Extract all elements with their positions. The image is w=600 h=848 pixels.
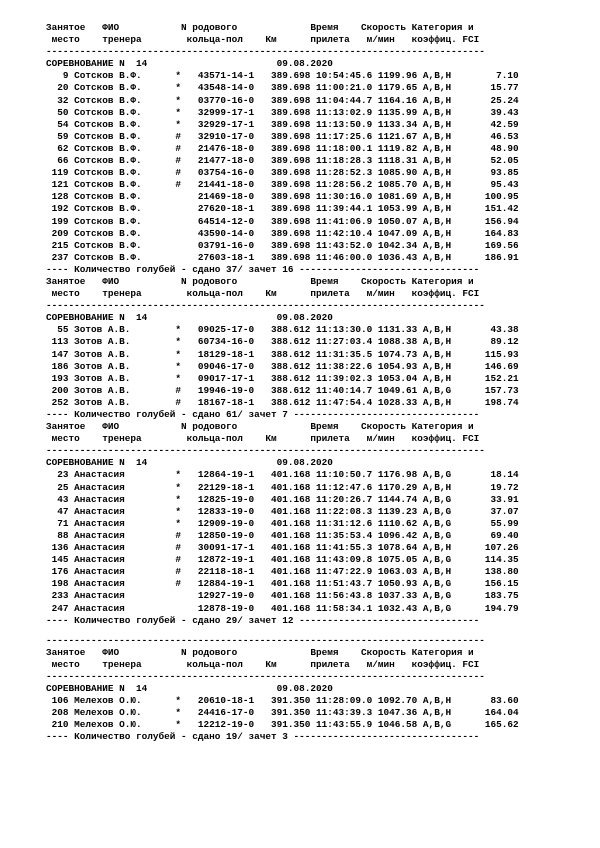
separator-line: ------------------------------------------------------------------------------ [46,46,485,58]
column-header-line-2: место тренера кольца-пол Км прилета м/мин коэффиц. FCI [46,658,480,670]
result-row: 200 Зотов А.В. # 19946-19-0 388.612 11:40:14.7 1049.61 A,B,G 157.73 [46,384,519,396]
separator-line: ------------------------------------------------------------------------------ [46,634,485,646]
column-header-line-1: Занятое ФИО N родового Время Скорость Категория и [46,22,474,33]
result-row: 215 Сотсков В.Ф. 03791-16-0 389.698 11:43:52.0 1042.34 A,B,H 169.56 [46,239,519,251]
result-row: 43 Анастасия * 12825-19-0 401.168 11:20:26.7 1144.74 A,B,G 33.91 [46,493,519,505]
result-row: 106 Мелехов О.Ю. * 20610-18-1 391.350 11:28:09.0 1092.70 A,B,H 83.60 [46,695,519,707]
result-row: 25 Анастасия * 22129-18-1 401.168 11:12:47.6 1170.29 A,B,H 19.72 [46,481,519,493]
result-row: 128 Сотсков В.Ф. 21469-18-0 389.698 11:30:16.0 1081.69 A,B,H 100.95 [46,191,519,203]
result-row: 47 Анастасия * 12833-19-0 401.168 11:22:08.3 1139.23 A,B,G 37.07 [46,505,519,517]
result-row: 176 Анастасия # 22118-18-1 401.168 11:47:22.9 1063.03 A,B,H 138.80 [46,566,519,578]
result-row: 198 Анастасия # 12884-19-1 401.168 11:51:43.7 1050.93 A,B,G 156.15 [46,578,519,590]
result-row: 209 Сотсков В.Ф. 43590-14-0 389.698 11:42:10.4 1047.09 A,B,H 164.83 [46,227,519,239]
result-row: 145 Анастасия # 12872-19-1 401.168 11:43:09.8 1075.05 A,B,G 114.35 [46,554,519,566]
result-row: 20 Сотсков В.Ф. * 43548-14-0 389.698 11:00:21.0 1179.65 A,B,H 15.77 [46,82,519,94]
result-row: 71 Анастасия * 12909-19-0 401.168 11:31:12.6 1110.62 A,B,G 55.99 [46,517,519,529]
section-summary: ---- Количество голубей - сдано 29/ зачет 12 -------------------------------- [46,614,480,626]
section-summary: ---- Количество голубей - сдано 37/ зачет 16 -------------------------------- [46,263,480,275]
section-summary: ---- Количество голубей - сдано 19/ зачет 3 --------------------------------- [46,731,480,743]
result-row: 186 Зотов А.В. * 09046-17-0 388.612 11:38:22.6 1054.93 A,B,H 146.69 [46,360,519,372]
result-row: 66 Сотсков В.Ф. # 21477-18-0 389.698 11:18:28.3 1118.31 A,B,H 52.05 [46,155,519,167]
result-row: 55 Зотов А.В. * 09025-17-0 388.612 11:13:30.0 1131.33 A,B,H 43.38 [46,324,519,336]
result-row: 147 Зотов А.В. * 18129-18-1 388.612 11:31:35.5 1074.73 A,B,H 115.93 [46,348,519,360]
result-row: 121 Сотсков В.Ф. # 21441-18-0 389.698 11:28:56.2 1085.70 A,B,H 95.43 [46,179,519,191]
result-row: 136 Анастасия # 30091-17-1 401.168 11:41:55.3 1078.64 A,B,H 107.26 [46,542,519,554]
competition-title: СОРЕВНОВАНИЕ N 14 09.08.2020 [46,457,333,469]
result-row: 237 Сотсков В.Ф. 27603-18-1 389.698 11:46:00.0 1036.43 A,B,H 186.91 [46,251,519,263]
competition-title: СОРЕВНОВАНИЕ N 14 09.08.2020 [46,58,333,70]
result-row: 50 Сотсков В.Ф. * 32999-17-1 389.698 11:13:02.9 1135.99 A,B,H 39.43 [46,106,519,118]
result-row: 32 Сотсков В.Ф. * 03770-16-0 389.698 11:04:44.7 1164.16 A,B,H 25.24 [46,94,519,106]
competition-title: СОРЕВНОВАНИЕ N 14 09.08.2020 [46,312,333,324]
separator-line: ------------------------------------------------------------------------------ [46,300,485,312]
result-row: 252 Зотов А.В. # 18167-18-1 388.612 11:47:54.4 1028.33 A,B,H 198.74 [46,396,519,408]
result-row: 210 Мелехов О.Ю. * 12212-19-0 391.350 11:43:55.9 1046.58 A,B,G 165.62 [46,719,519,731]
result-row: 62 Сотсков В.Ф. # 21476-18-0 389.698 11:18:00.1 1119.82 A,B,H 48.90 [46,142,519,154]
result-row: 119 Сотсков В.Ф. # 03754-16-0 389.698 11:28:52.3 1085.90 A,B,H 93.85 [46,167,519,179]
column-header-line-1: Занятое ФИО N родового Время Скорость Категория и [46,421,474,433]
separator-line: ------------------------------------------------------------------------------ [46,445,485,457]
separator-line: ------------------------------------------------------------------------------ [46,670,485,682]
result-row: 9 Сотсков В.Ф. * 43571-14-1 389.698 10:54:45.6 1199.96 A,B,H 7.10 [46,70,519,82]
result-row: 199 Сотсков В.Ф. 64514-12-0 389.698 11:41:06.9 1050.07 A,B,H 156.94 [46,215,519,227]
result-row: 113 Зотов А.В. * 60734-16-0 388.612 11:27:03.4 1088.38 A,B,H 89.12 [46,336,519,348]
result-row: 192 Сотсков В.Ф. 27620-18-1 389.698 11:39:44.1 1053.99 A,B,H 151.42 [46,203,519,215]
result-row: 193 Зотов А.В. * 09017-17-1 388.612 11:39:02.3 1053.04 A,B,H 152.21 [46,372,519,384]
column-header-line-1: Занятое ФИО N родового Время Скорость Категория и [46,646,474,658]
column-header-line-1: Занятое ФИО N родового Время Скорость Категория и [46,275,474,287]
result-row: 233 Анастасия 12927-19-0 401.168 11:56:43.8 1037.33 A,B,G 183.75 [46,590,519,602]
report-page [46,22,519,744]
result-row: 54 Сотсков В.Ф. * 32929-17-1 389.698 11:13:50.9 1133.34 A,B,H 42.59 [46,118,519,130]
column-header-line-2: место тренера кольца-пол Км прилета м/мин коэффиц. FCI [46,433,480,445]
result-row: 23 Анастасия * 12864-19-1 401.168 11:10:50.7 1176.98 A,B,G 18.14 [46,469,519,481]
column-header-line-2: место тренера кольца-пол Км прилета м/мин коэффиц. FCI [46,34,480,46]
result-row: 208 Мелехов О.Ю. * 24416-17-0 391.350 11:43:39.3 1047.36 A,B,H 164.04 [46,707,519,719]
section-gap [46,627,519,635]
result-row: 247 Анастасия 12878-19-0 401.168 11:58:34.1 1032.43 A,B,G 194.79 [46,602,519,614]
column-header-line-2: место тренера кольца-пол Км прилета м/мин коэффиц. FCI [46,288,480,300]
section-summary: ---- Количество голубей - сдано 61/ зачет 7 --------------------------------- [46,409,480,420]
result-row: 59 Сотсков В.Ф. # 32910-17-0 389.698 11:17:25.6 1121.67 A,B,H 46.53 [46,130,519,142]
competition-title: СОРЕВНОВАНИЕ N 14 09.08.2020 [46,683,333,695]
result-row: 88 Анастасия # 12850-19-0 401.168 11:35:53.4 1096.42 A,B,G 69.40 [46,529,519,541]
